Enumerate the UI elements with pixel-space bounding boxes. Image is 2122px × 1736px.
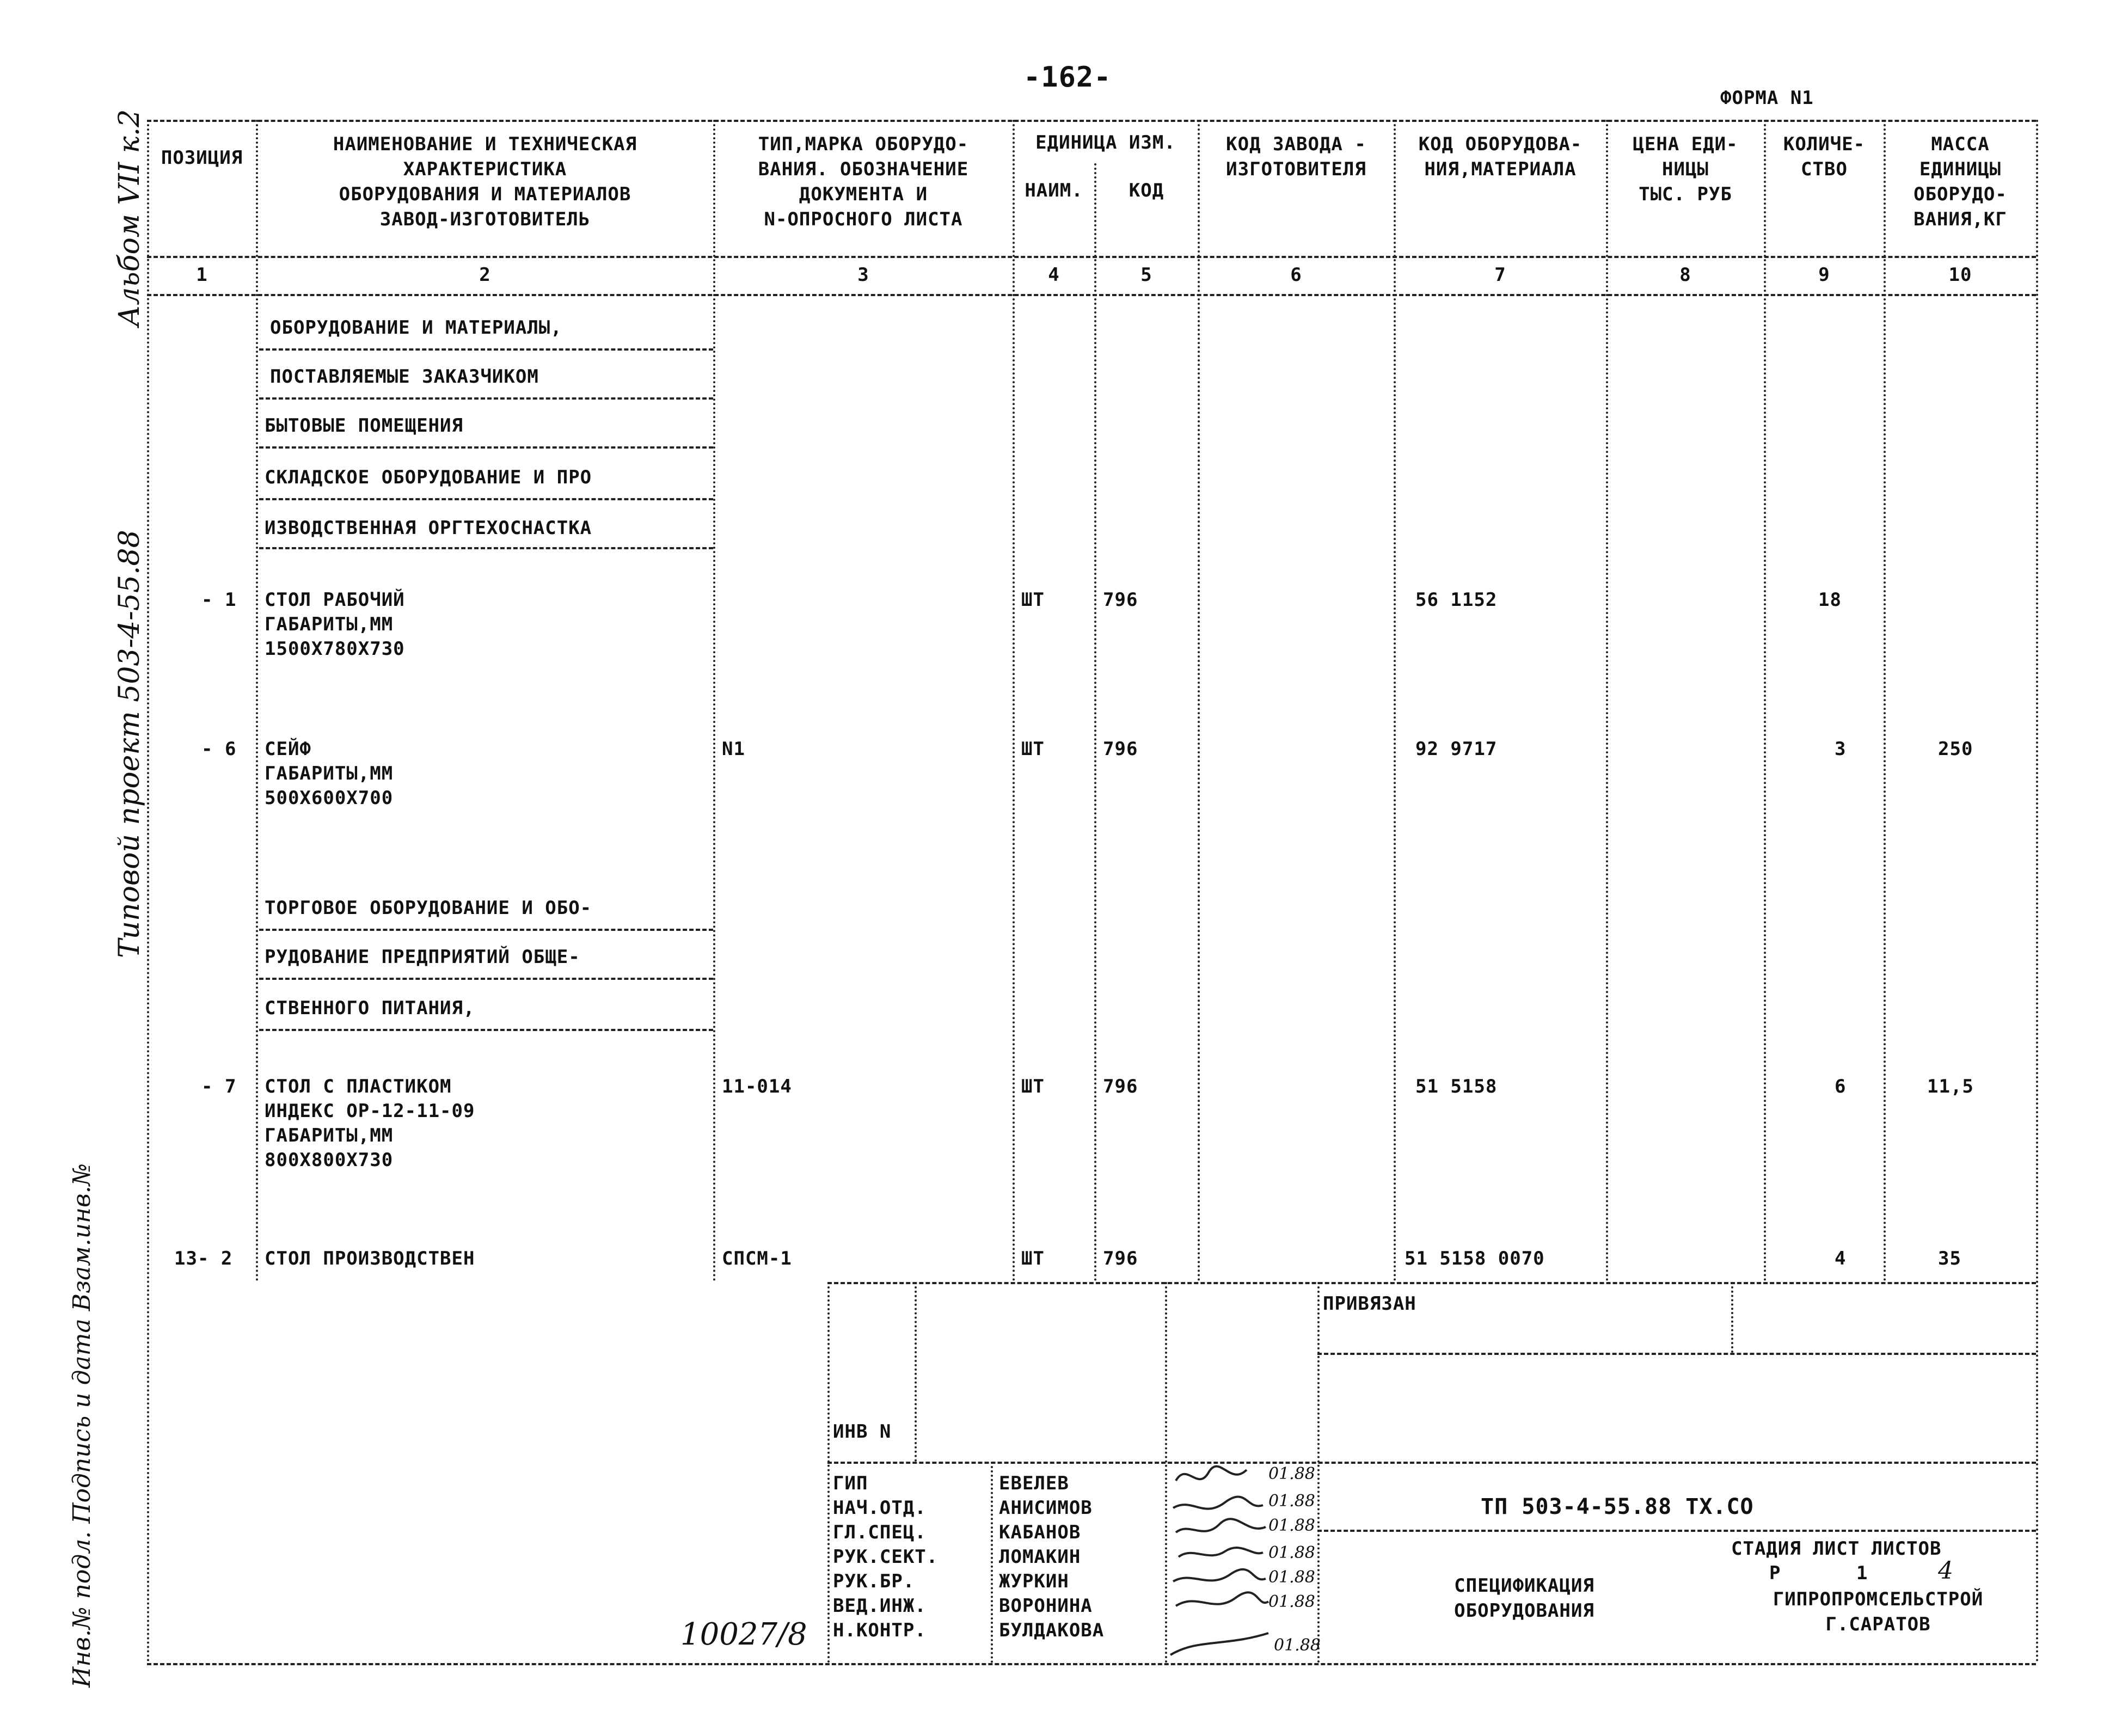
col-rule [1094,163,1096,1282]
col-number: 2 [479,264,491,286]
stamp-name: КАБАНОВ [999,1522,1081,1543]
section-rule [259,929,713,931]
row-type: 11-014 [722,1076,792,1097]
section-rule [259,348,713,351]
section-heading: СТВЕННОГО ПИТАНИЯ, [265,997,475,1019]
section-rule [259,547,713,549]
row-equip-code: 51 5158 [1415,1076,1498,1097]
stage-value: Р [1769,1562,1781,1584]
signature-date: 01.88 [1268,1464,1315,1483]
row-mass: 250 [1938,738,1973,760]
row-unit: ШТ [1021,1248,1045,1269]
row-name-line: ИНДЕКС ОР-12-11-09 [265,1100,475,1122]
row-equip-code: 51 5158 0070 [1405,1248,1545,1269]
doc-code: ТП 503-4-55.88 ТХ.СО [1481,1494,1754,1519]
header-mass: МАССА ЕДИНИЦЫ ОБОРУДО- ВАНИЯ,КГ [1914,133,2007,230]
organization: ГИПРОПРОМСЕЛЬСТРОЙ Г.САРАТОВ [1773,1588,1984,1635]
row-type: СПСМ-1 [722,1248,792,1269]
col-number: 1 [196,264,208,286]
side-project: Типовой проект 503-4-55.88 [113,530,146,958]
signature-date: 01.88 [1268,1543,1315,1562]
stamp-role: ГИП [833,1473,868,1494]
header-unit: ЕДИНИЦА ИЗМ. [1035,132,1176,154]
row-name-line: СЕЙФ [265,738,311,760]
signature-date: 01.88 [1268,1492,1315,1511]
signature-stroke [1173,1569,1266,1581]
col-rule [1198,120,1200,1282]
signature-date: 01.88 [1268,1516,1315,1535]
row-position: - 7 [201,1076,237,1097]
section-rule [259,397,713,400]
section-heading: РУДОВАНИЕ ПРЕДПРИЯТИЙ ОБЩЕ- [265,946,580,968]
stamp-name: ЖУРКИН [999,1571,1069,1592]
header-qty: КОЛИЧЕ- СТВО [1783,133,1866,180]
row-equip-code: 92 9717 [1415,738,1498,760]
stamp-rule [991,1462,993,1663]
col-number: 6 [1290,264,1302,286]
signature-stroke [1179,1548,1263,1557]
col-number: 3 [857,264,869,286]
row-name-line: ГАБАРИТЫ,ММ [265,763,394,784]
header-unit-name: НАИМ. [1025,180,1083,201]
rule-stamp-top [827,1282,2036,1284]
row-equip-code: 56 1152 [1415,589,1498,611]
col-rule [1606,120,1608,1282]
row-qty: 6 [1835,1076,1847,1097]
row-unit-code: 796 [1103,1248,1138,1269]
row-qty: 3 [1835,738,1847,760]
row-mass: 11,5 [1927,1076,1974,1097]
doc-title: СПЕЦИФИКАЦИЯ ОБОРУДОВАНИЯ [1454,1575,1594,1622]
rule-top [147,120,2036,122]
rule-colnum-bottom [147,294,2036,296]
stamp-role: РУК.БР. [833,1571,915,1592]
row-unit: ШТ [1021,1076,1045,1097]
stamp-role: НАЧ.ОТД. [833,1497,927,1519]
row-position: 13- 2 [174,1248,233,1269]
stamp-inv: ИНВ N [833,1421,892,1443]
section-heading: БЫТОВЫЕ ПОМЕЩЕНИЯ [265,415,463,437]
signature-stroke [1170,1633,1268,1655]
form-label: ФОРМА N1 [1720,87,1814,109]
header-position: ПОЗИЦИЯ [161,147,243,169]
row-name-line: СТОЛ ПРОИЗВОДСТВЕН [265,1248,475,1269]
signature-stroke [1176,1592,1268,1606]
stage-header: СТАДИЯ ЛИСТ ЛИСТОВ [1731,1538,1942,1560]
row-unit-code: 796 [1103,1076,1138,1097]
signature-stroke [1176,1467,1247,1481]
stamp-rule [1731,1282,1733,1353]
rule-header-bottom [147,256,2036,258]
stamp-name: АНИСИМОВ [999,1497,1093,1519]
section-heading: СКЛАДСКОЕ ОБОРУДОВАНИЕ И ПРО [265,467,592,488]
sheets-value: 4 [1938,1557,1953,1585]
stamp-name: ВОРОНИНА [999,1595,1093,1617]
row-unit: ШТ [1021,589,1045,611]
section-rule [259,498,713,500]
col-rule [2036,120,2038,1663]
col-rule [256,120,258,1282]
col-number: 7 [1494,264,1506,286]
stamp-role: ВЕД.ИНЖ. [833,1595,927,1617]
rule-bottom [147,1663,2036,1665]
col-rule [1394,120,1396,1282]
row-type: N1 [722,738,745,760]
stamp-role: РУК.СЕКТ. [833,1546,939,1568]
row-position: - 6 [201,738,237,760]
sheet-value: 1 [1856,1562,1868,1584]
header-factory-code: КОД ЗАВОДА - ИЗГОТОВИТЕЛЯ [1226,133,1366,180]
stamp-privyazan: ПРИВЯЗАН [1323,1293,1416,1315]
stamp-rule [1317,1282,1320,1663]
header-price: ЦЕНА ЕДИ- НИЦЫ ТЫС. РУБ [1633,133,1738,205]
stamp-role: ГЛ.СПЕЦ. [833,1522,927,1543]
section-heading: ОБОРУДОВАНИЕ И МАТЕРИАЛЫ, [270,317,562,339]
row-name-line: 800Х800Х730 [265,1149,394,1171]
row-name-line: 500Х600Х700 [265,787,394,809]
header-unit-code: КОД [1129,180,1164,201]
col-number: 9 [1818,264,1830,286]
signature-stroke [1176,1519,1266,1532]
side-album: Альбом VII к.2 [113,109,146,327]
header-type: ТИП,МАРКА ОБОРУДО- ВАНИЯ. ОБОЗНАЧЕНИЕ ДОКУМЕНТА И N-ОПРОСНОГО ЛИСТА [758,133,969,230]
col-rule [1884,120,1886,1282]
page-number: -162- [1023,61,1112,94]
section-heading: ИЗВОДСТВЕННАЯ ОРГТЕХОСНАСТКА [265,517,592,539]
row-mass: 35 [1938,1248,1961,1269]
row-name-line: ГАБАРИТЫ,ММ [265,614,394,635]
col-rule [1764,120,1766,1282]
col-rule [1013,120,1015,1282]
row-position: - 1 [201,589,237,611]
row-unit-code: 796 [1103,738,1138,760]
header-name: НАИМЕНОВАНИЕ И ТЕХНИЧЕСКАЯ ХАРАКТЕРИСТИКА ОБОРУДОВАНИЯ И МАТЕРИАЛОВ ЗАВОД-ИЗГОТОВИТЕЛЬ [333,133,637,230]
section-heading: ПОСТАВЛЯЕМЫЕ ЗАКАЗЧИКОМ [270,366,539,388]
handwritten-ref: 10027/8 [680,1617,807,1652]
col-number: 10 [1948,264,1972,286]
section-rule [259,446,713,449]
signature-date: 01.88 [1268,1592,1315,1611]
stamp-name: ЕВЕЛЕВ [999,1473,1069,1494]
row-qty: 4 [1835,1248,1847,1269]
header-equip-code: КОД ОБОРУДОВА- НИЯ,МАТЕРИАЛА [1418,133,1583,180]
stamp-rule [915,1282,917,1462]
row-qty: 18 [1818,589,1842,611]
stamp-rule [827,1282,830,1663]
stamp-role: Н.КОНТР. [833,1620,927,1641]
signatures [1165,1459,1274,1666]
rule-stamp-mid2 [827,1462,2036,1464]
signature-date: 01.88 [1268,1568,1315,1587]
row-unit: ШТ [1021,738,1045,760]
side-stamp-labels: Инв.№ подл. Подпись и дата Взам.инв.№ [68,1163,96,1688]
signature-date: 01.88 [1274,1636,1321,1655]
section-rule [259,1029,713,1031]
rule-stamp-mid [1317,1353,2036,1355]
row-name-line: ГАБАРИТЫ,ММ [265,1125,394,1146]
col-number: 4 [1048,264,1060,286]
col-number: 5 [1140,264,1152,286]
row-name-line: СТОЛ РАБОЧИЙ [265,589,405,611]
section-rule [259,978,713,980]
signature-stroke [1173,1497,1263,1509]
section-heading: ТОРГОВОЕ ОБОРУДОВАНИЕ И ОБО- [265,897,592,919]
col-number: 8 [1679,264,1691,286]
rule-stamp-mid3 [1317,1530,2036,1532]
stamp-name: ЛОМАКИН [999,1546,1081,1568]
stamp-name: БУЛДАКОВА [999,1620,1105,1641]
row-name-line: 1500Х780Х730 [265,638,405,660]
col-rule [147,120,149,1663]
col-rule [713,120,715,1282]
row-unit-code: 796 [1103,589,1138,611]
row-name-line: СТОЛ С ПЛАСТИКОМ [265,1076,452,1097]
